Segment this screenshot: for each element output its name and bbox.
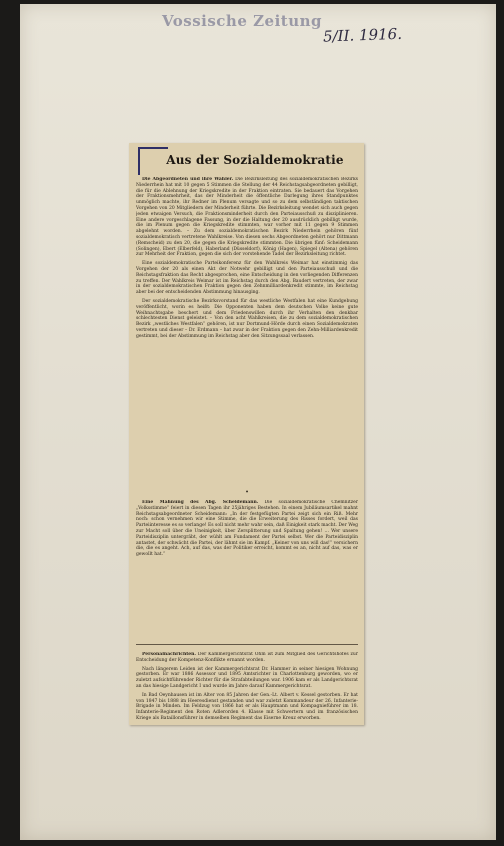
paragraph-lead: Personalnachrichten. [142,652,196,657]
section-separator-dot: • [245,489,249,496]
paragraph-text: Eine sozialdemokratische Parteikonferenz für den Wahlkreis Weimar hat einstimmig das Vorgehen der 20 als einen Akt der Notwehr gebilligt und den Parteiausschuß und die Reichstagsfraktion das Recht abgesprochen, eine Entscheidung in den vorliegenden Differenzen zu treffen. Der Wahlkreis Weimar ist im Reichstag durch den Abg. Baudert vertreten, der zwar in der sozialdemokratischen Fraktion gegen den Zehnmilliardenkredit stimmte, im Reichstag aber bei der entscheidenden Abstimmung hinausging. [136,261,358,296]
paragraph [136,693,358,722]
paragraph-text: Nach längerem Leiden ist der Kammergerichtsrat Dr. Hammer in seiner hiesigen Wohnung gestorben. Er war 1886 Assessor und 1895 Amtsrichter in Charlottenburg geworden, wo er zuletzt aufsichtführender Richter für die Strafabteilungen war. 1906 kam er als Landgerichtsrat an das hiesige Landgericht I und wurde im Jahre darauf Kammergerichtsrat. [136,666,358,689]
paragraph [136,177,358,258]
article-headline: Aus der Sozialdemokratie [166,153,344,167]
paragraph-text: Die sozialdemokratische Chemnitzer „Volksstimme“ feiert in diesen Tagen ihr 25jähriges Bestehen. In einem Jubiläumsartikel mahnt Reichstagsabgeordneter Scheidemann: „In der festgefügten Partei zeigt sich ein Riß. Mehr noch: schon vernehmen wir eine Stimme, die die Erweiterung des Risses fordert, weil das Parteiinteresse es so verlange! Es soll nicht mehr wahr sein, daß Einigkeit stark macht. Der Weg zur Macht soll über die Uneinigkeit, über Zersplitterung und Spaltung gehen! … Wer unsere Parteidisziplin untergräbt, der wühlt am Fundament der Partei selbst. Wer die Parteidisziplin antastet, der schwächt die Partei, der lähmt sie im Kampf. „Keiner von uns will das!“ versichern die, die es angeht. Ach, auf das, was der Politiker erreicht, kommt es an, nicht auf das, was er gewollt hat.“ [136,500,358,558]
article-body [136,151,358,725]
paragraph [136,667,358,690]
ink-bracket-mark [138,147,168,175]
section-divider [136,644,358,645]
paragraph [136,261,358,296]
handwritten-date: 5/II. 1916. [322,24,403,46]
paragraph-text: In Bad Oeynhausen ist im Alter von 85 Jahren der Gen.-Lt. Albert v. Kessel gestorben. Er hat von 1847 bis 1888 im Heeresdienst gestanden und war zuletzt Kommandeur der 26. Infanterie-Brigade in Minden. Im Feldzug von 1866 hat er als Hauptmann und Kompagnieführer im 18. Infanterie-Regiment den Roten Adlerorden 4. Klasse mit Schwertern und im französischen Kriege als Bataillonsführer in demselben Regiment das Eiserne Kreuz erworben. [136,692,358,721]
newspaper-clipping [129,143,364,725]
paragraph-lead: Die Abgeordneten und ihre Wähler. [142,177,234,182]
paragraph-lead: Eine Mahnung des Abg. Scheidemann. [142,500,259,505]
paragraph [136,299,358,340]
section-personal [136,652,358,725]
paragraph-text: Der sozialdemokratische Bezirksvorstand für das westliche Westfalen hat eine Kundgebung veröffentlicht, worin es heißt: Die Opponenten haben dem deutschen Volke keine gute Weihnachtsgabe beschert und dem Friedenswillen durch ihr Verhalten den denkbar schlechtesten Dienst geleistet. – Von den acht Wahlkreisen, die zu dem sozialdemokratischen Bezirk „westliches Westfalen“ gehören, ist nur Dortmund-Hörde durch einen Sozialdemokraten vertreten und dieser – Dr. Erdmann – hat zwar in der Fraktion gegen den Zehn-Milliardenkredit gestimmt, bei der Abstimmung im Reichstag aber den Sitzungssaal verlassen. [136,298,358,339]
paragraph-text: Der Kammergerichtsrat Ohm ist zum Mitglied des Gerichtshofes zur Entscheidung der Kompetenz-Konflikte ernannt worden. [136,652,358,663]
paragraph [136,652,358,664]
paragraph-text: Die Bezirksleitung des sozialdemokratischen Bezirks Niederrhein hat mit 10 gegen 5 Stimmen die Stellung der 44 Reichstagsabgeordneten gebilligt, die für die Ablehnung der Kriegskredite in der Fraktion eintraten. Sie bedauert das Vorgehen der Fraktionsmehrheit, das der Minderheit die öffentliche Darlegung ihres Standpunktes unmöglich machte, ihr Redner im Plenum versagte und so zu dem selbständigen taktischen Vorgehen von 20 Mitgliedern der Minderheit führte. Die Bezirksleitung wendet sich auch gegen jeden etwaigen Versuch, die Fraktionsminderheit durch den Parteiausschuß zu disziplinieren. Eine andere vorgeschlagene Fassung, in der die Haltung der 20 ausdrücklich gebilligt wurde, die im Plenum gegen die Kriegskredite stimmten, war vorher mit 11 gegen 9 Stimmen abgelehnt worden. – Zu dem sozialdemokratischen Bezirk Niederrhein gehören fünf sozialdemokratisch vertretene Wahlkreise. Von diesen sechs Abgeordneten gehört nur Dittmann (Remscheid) zu den 20, die gegen die Kriegskredite stimmten. Die übrigen fünf: Scheidemann (Solingen), Ebert (Elberfeld), Haberland (Düsseldorf), König (Hagen), Spiegel (Altena) gehören zur Mehrheit der Fraktion, gegen die sich der vorstehende Tadel der Bezirksleitung richtet. [136,177,358,258]
paragraph [136,500,358,558]
newspaper-masthead: Vossische Zeitung [162,12,323,30]
section-scheidemann [136,500,358,638]
section-abgeordnete [136,177,358,487]
